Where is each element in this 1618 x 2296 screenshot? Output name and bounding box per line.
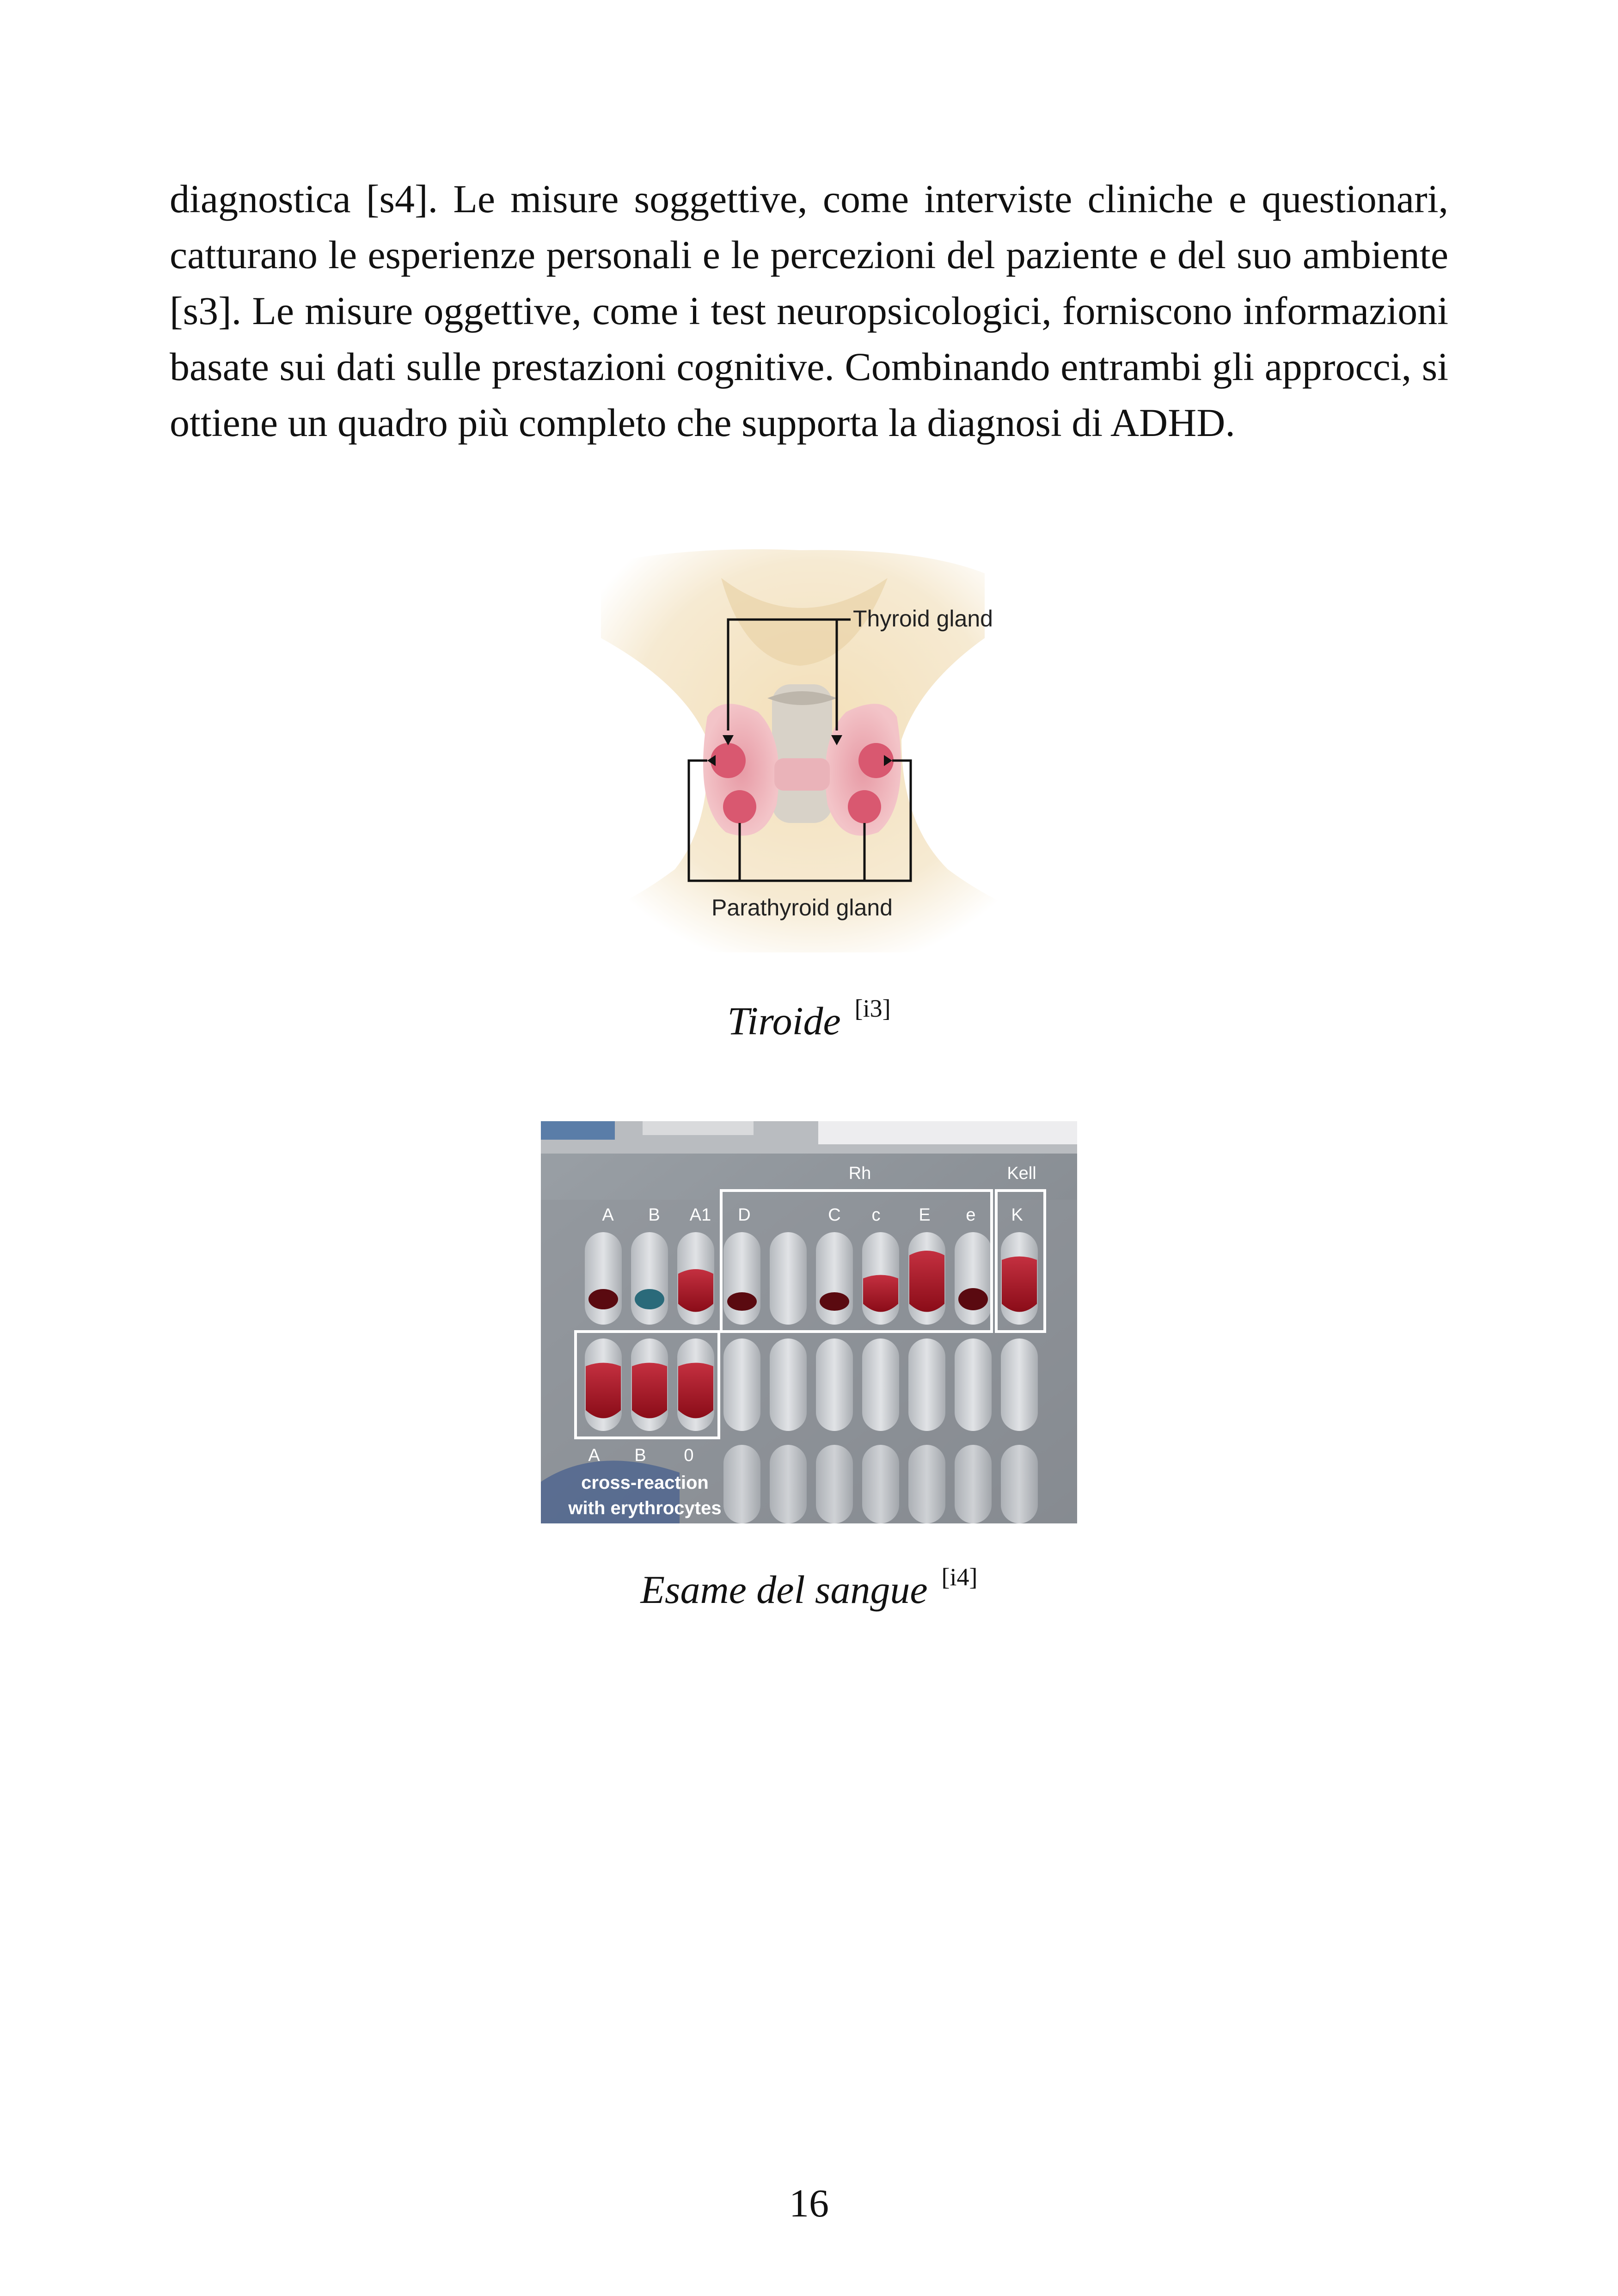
figure-caption-blood <box>0 1563 1618 1613</box>
figure-caption-thyroid <box>0 994 1618 1044</box>
page-number: 16 <box>789 2181 829 2225</box>
column-label: D <box>738 1205 751 1225</box>
cross-reaction-note: cross-reaction <box>581 1473 709 1493</box>
column-label: K <box>1011 1205 1023 1225</box>
bottom-label: B <box>634 1446 646 1465</box>
thyroid-illustration <box>569 546 1036 952</box>
caption-text: Tiroide <box>727 999 841 1043</box>
column-label: B <box>648 1205 660 1225</box>
caption-reference: [i3] <box>854 995 891 1022</box>
column-label: A1 <box>689 1205 711 1225</box>
caption-reference: [i4] <box>941 1563 978 1591</box>
column-label: E <box>919 1205 931 1225</box>
caption-text: Esame del sangue <box>640 1567 928 1612</box>
column-label: A <box>602 1205 614 1225</box>
blood-typing-photo <box>541 1121 1077 1523</box>
cross-reaction-note-line2: with erythrocytes <box>568 1498 722 1518</box>
thyroid-gland-label: Thyroid gland <box>853 606 993 632</box>
body-paragraph: diagnostica [s4]. Le misure soggettive, come interviste cliniche e questionari, catturano le esperienze personali e le percezioni del paziente e del suo ambiente [s3]. Le misure oggettive, come i test neuropsicologici, forniscono informazioni basate sui dati sulle prestazioni cognitive. Combinando entrambi gli approcci, si ottiene un quadro più completo che supporta la diagnosi di ADHD. <box>170 177 1448 445</box>
column-label: e <box>966 1205 976 1225</box>
bottom-label: 0 <box>684 1446 694 1465</box>
parathyroid-gland-label: Parathyroid gland <box>711 895 893 921</box>
column-label: C <box>828 1205 841 1225</box>
bottom-label: A <box>588 1446 600 1465</box>
rh-label: Rh <box>848 1164 871 1183</box>
column-label: c <box>871 1205 881 1225</box>
kell-label: Kell <box>1007 1164 1036 1183</box>
